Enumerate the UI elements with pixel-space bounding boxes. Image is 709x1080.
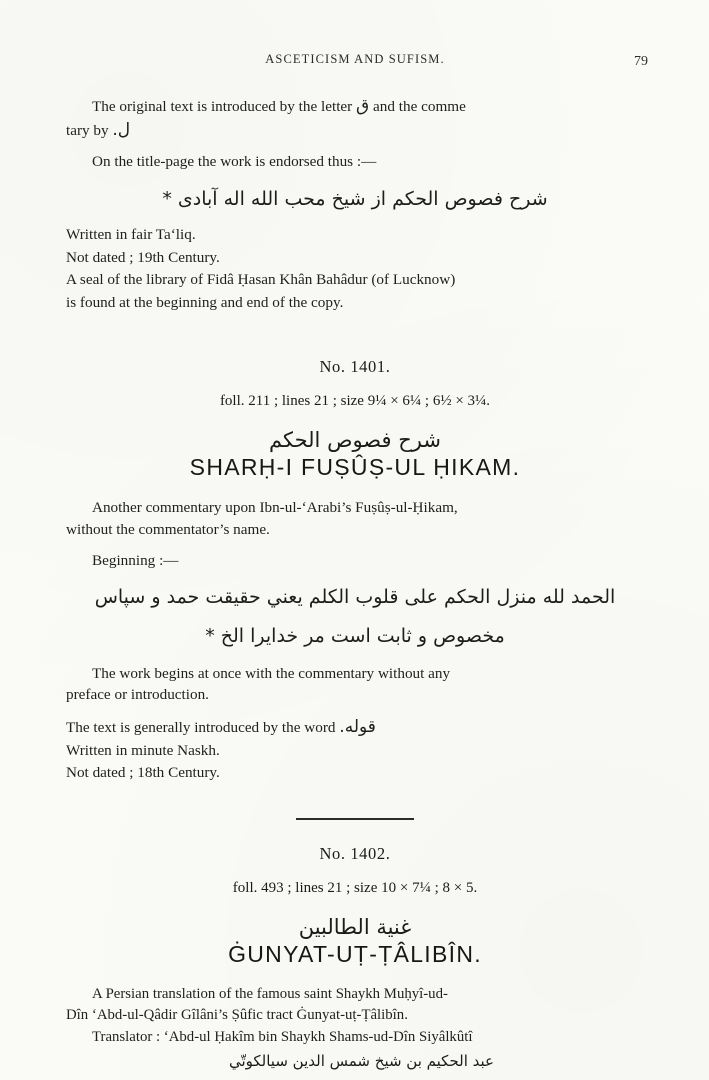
entry-title-arabic: شرح فصوص الحكم xyxy=(269,428,441,453)
running-head-title: ASCETICISM AND SUFISM. xyxy=(265,52,445,66)
paragraph-original-text xyxy=(66,94,644,118)
entry-title-transliterated: ĠUNYAT-UṬ-ṬÂLIBÎN. xyxy=(228,941,482,968)
entry-note-line1: The work begins at once with the commentary without any xyxy=(92,664,451,682)
catalogue-entry-1401 xyxy=(66,357,644,784)
page-number: 79 xyxy=(634,54,648,69)
endorsement-arabic-line: شرح فصوص الحكم از شيخ محب الله اله آبادى * xyxy=(162,187,548,210)
arabic-letter-lam: ل. xyxy=(112,120,131,141)
text-fragment: and the comme xyxy=(373,98,466,115)
paragraph-title-page: On the title-page the work is endorsed thus :— xyxy=(92,153,377,171)
entry-translator-line: Translator : ‘Abd-ul Ḥakîm bin Shaykh Shams-ud-Dîn Siyâlkûtî xyxy=(92,1029,473,1046)
entry-note-line2: preface or introduction. xyxy=(66,686,209,704)
arabic-word-qawluhu: قوله. xyxy=(339,716,376,737)
entry-text-intro xyxy=(66,715,644,739)
arabic-letter-qaf: ق xyxy=(356,96,370,116)
beginning-label: Beginning :— xyxy=(92,551,179,569)
entry-title-arabic: غنية الطالبين xyxy=(298,915,412,940)
entry-physical-description: foll. 211 ; lines 21 ; size 9¼ × 6¼ ; 6½ × 3¼. xyxy=(219,393,491,410)
beginning-arabic-line2: مخصوص و ثابت است مر خدايرا الخ * xyxy=(205,625,505,648)
entry-description-line1: A Persian translation of the famous saint Shaykh Muḥyî-ud- xyxy=(92,986,448,1003)
section-divider-rule xyxy=(296,818,414,820)
entry-description-line2: Dîn ‘Abd-ul-Qâdir Gîlâni’s Ṣûfic tract Ġunyat-uṭ-Ṭâlibîn. xyxy=(66,1007,408,1024)
note-seal-line1: A seal of the library of Fidâ Ḥasan Khân Bahâdur (of Lucknow) xyxy=(66,271,456,289)
entry-number: No. 1401. xyxy=(319,357,391,377)
top-section xyxy=(66,94,644,313)
translator-name-arabic: عبد الحكيم بن شيخ شمس الدين سيالكوتّي xyxy=(228,1052,494,1071)
running-head xyxy=(66,52,648,72)
entry-number: No. 1402. xyxy=(319,844,391,864)
text-fragment: The original text is introduced by the letter xyxy=(92,98,353,115)
entry-script-note: Written in minute Naskh. xyxy=(66,741,220,759)
entry-physical-description: foll. 493 ; lines 21 ; size 10 × 7¼ ; 8 × 5. xyxy=(232,880,478,897)
text-fragment: tary by xyxy=(66,122,109,140)
note-dated: Not dated ; 19th Century. xyxy=(66,248,220,266)
beginning-arabic-line1: الحمد لله منزل الحكم على قلوب الكلم يعني حقيقت حمد و سپاس xyxy=(94,586,616,609)
entry-description-line1: Another commentary upon Ibn-ul-‘Arabi’s Fuṣûṣ-ul-Ḥikam, xyxy=(92,499,458,517)
text-fragment: The text is generally introduced by the word xyxy=(66,718,336,736)
paragraph-original-text-cont xyxy=(66,118,644,142)
catalogue-entry-1402 xyxy=(66,844,644,1070)
entry-date-note: Not dated ; 18th Century. xyxy=(66,764,220,782)
entry-title-transliterated: SHARḤ-I FUṢÛṢ-UL ḤIKAM. xyxy=(189,454,521,481)
entry-description-line2: without the commentator’s name. xyxy=(66,520,270,538)
note-seal-line2: is found at the beginning and end of the copy. xyxy=(66,293,344,311)
page-content xyxy=(66,52,648,1071)
note-written: Written in fair Ta‘liq. xyxy=(66,226,196,244)
